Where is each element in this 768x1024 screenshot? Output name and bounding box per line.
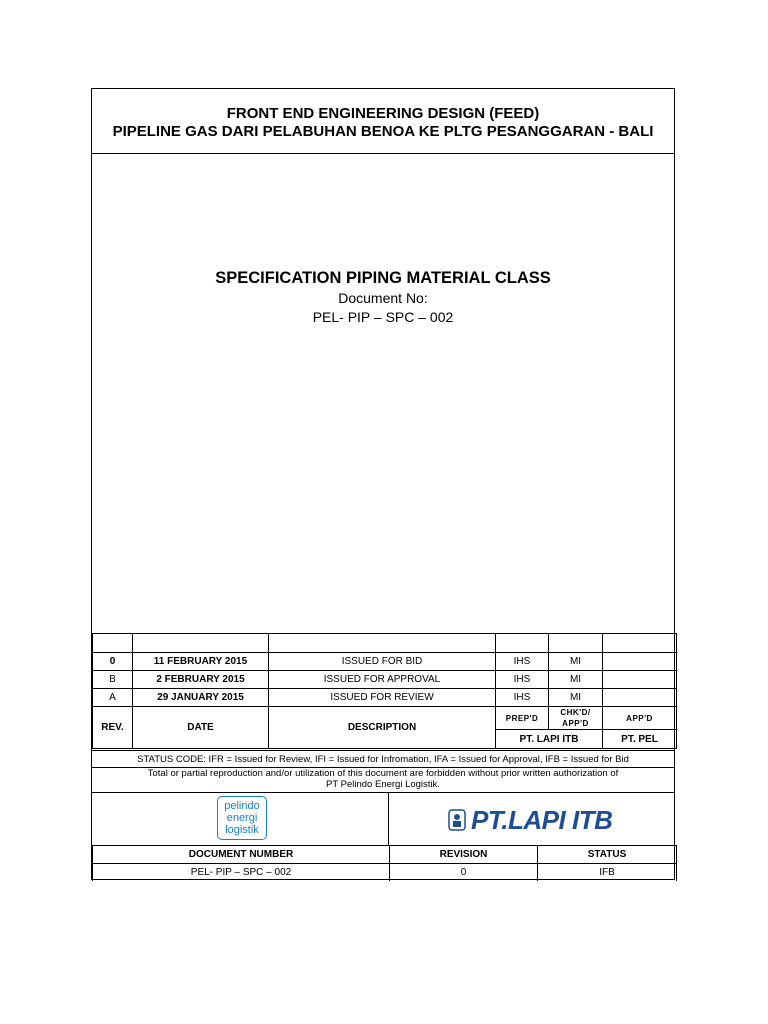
- title-block: [92, 269, 674, 326]
- status-value: IFB: [538, 864, 677, 882]
- table-row: [93, 864, 677, 882]
- checked-cell: MI: [549, 689, 603, 707]
- project-title-line2: PIPELINE GAS DARI PELABUHAN BENOA KE PLTG PESANGGARAN - BALI: [112, 123, 654, 140]
- table-row: [93, 634, 677, 653]
- checked-cell: MI: [549, 671, 603, 689]
- status-header: STATUS: [538, 846, 677, 864]
- document-number: PEL- PIP – SPC – 002: [312, 309, 454, 325]
- rev-cell: B: [93, 671, 133, 689]
- reproduction-notice: [92, 768, 674, 792]
- prepared-cell: IHS: [496, 671, 549, 689]
- pelindo-logo-cell: [92, 793, 389, 845]
- notice-line-1: Total or partial reproduction and/or utilization of this document are forbidden without prior written authorization of: [147, 768, 619, 779]
- approved-header: APP'D: [603, 707, 677, 730]
- table-header-row: [93, 846, 677, 864]
- lapi-logo-text: PT.LAPI ITB: [471, 804, 613, 835]
- document-number-value: PEL- PIP – SPC – 002: [93, 864, 390, 882]
- lapi-itb-logo: [447, 805, 612, 835]
- table-header-row: [93, 707, 677, 730]
- revision-table: [92, 633, 677, 749]
- revision-header: REVISION: [390, 846, 538, 864]
- notice-line-2: PT Pelindo Energi Logistik.: [326, 779, 440, 790]
- project-header: [92, 89, 674, 154]
- approved-cell: [603, 653, 677, 671]
- approved-cell: [603, 689, 677, 707]
- pelindo-logo: pelindo energi logistik: [217, 796, 267, 840]
- itb-emblem-icon: [447, 806, 467, 834]
- table-row: [93, 689, 677, 707]
- rev-cell: A: [93, 689, 133, 707]
- prepared-cell: IHS: [496, 653, 549, 671]
- status-code-line: STATUS CODE: IFR = Issued for Review, IFI = Issued for Infromation, IFA = Issued for Approval, IFB = Issued for Bid: [92, 750, 674, 768]
- checked-cell: MI: [549, 653, 603, 671]
- logo-row: [92, 792, 674, 845]
- pel-header: PT. PEL: [603, 730, 677, 749]
- rev-header: REV.: [93, 707, 133, 749]
- description-cell: ISSUED FOR BID: [269, 653, 496, 671]
- document-number-label: Document No:: [338, 290, 428, 306]
- description-header: DESCRIPTION: [269, 707, 496, 749]
- date-cell: 11 FEBRUARY 2015: [133, 653, 269, 671]
- prepared-header: PREP'D: [496, 707, 549, 730]
- project-title-line1: FRONT END ENGINEERING DESIGN (FEED): [226, 105, 540, 122]
- date-cell: 2 FEBRUARY 2015: [133, 671, 269, 689]
- description-cell: ISSUED FOR REVIEW: [269, 689, 496, 707]
- lapi-header: PT. LAPI ITB: [496, 730, 603, 749]
- rev-cell: 0: [93, 653, 133, 671]
- table-row: [93, 671, 677, 689]
- revision-value: 0: [390, 864, 538, 882]
- date-header: DATE: [133, 707, 269, 749]
- table-row: [93, 653, 677, 671]
- date-cell: 29 JANUARY 2015: [133, 689, 269, 707]
- description-cell: ISSUED FOR APPROVAL: [269, 671, 496, 689]
- approved-cell: [603, 671, 677, 689]
- document-title: SPECIFICATION PIPING MATERIAL CLASS: [215, 269, 551, 287]
- prepared-cell: IHS: [496, 689, 549, 707]
- checked-header: CHK'D/ APP'D: [549, 707, 603, 730]
- document-frame: [91, 88, 675, 880]
- document-number-header: DOCUMENT NUMBER: [93, 846, 390, 864]
- document-info-table: [92, 845, 677, 881]
